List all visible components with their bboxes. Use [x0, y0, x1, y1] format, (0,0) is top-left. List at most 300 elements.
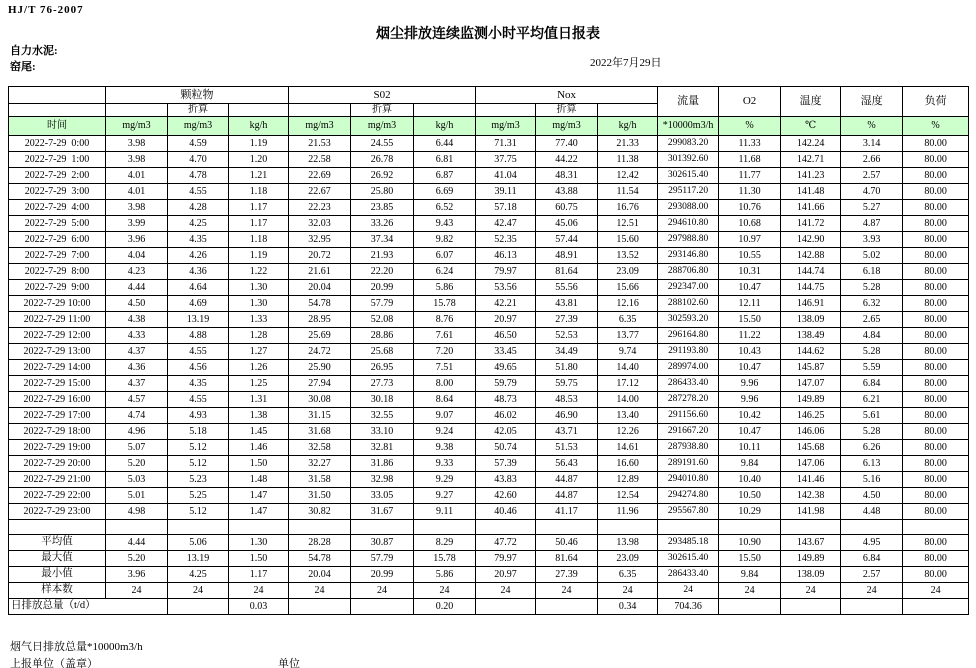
load-header: 负荷: [903, 87, 969, 117]
empty-cell: [229, 520, 289, 535]
unit-cell: kg/h: [414, 117, 476, 136]
empty-cell: [658, 520, 719, 535]
daily-total-value-cell: [476, 599, 536, 615]
time-cell: 2022-7-29 15:00: [9, 376, 106, 392]
value-cell: 286433.40: [658, 376, 719, 392]
value-cell: 288102.60: [658, 296, 719, 312]
value-cell: 80.00: [903, 408, 969, 424]
value-cell: 1.19: [229, 248, 289, 264]
summary-value-cell: 54.78: [289, 551, 351, 567]
value-cell: 31.86: [351, 456, 414, 472]
daily-total-value-cell: 704.36: [658, 599, 719, 615]
value-cell: 80.00: [903, 152, 969, 168]
value-cell: 42.60: [476, 488, 536, 504]
value-cell: 52.53: [536, 328, 598, 344]
value-cell: 33.05: [351, 488, 414, 504]
summary-value-cell: 4.44: [106, 535, 168, 551]
empty-cell: [229, 104, 289, 117]
time-cell: 2022-7-29 3:00: [9, 184, 106, 200]
empty-cell: [598, 520, 658, 535]
value-cell: 22.67: [289, 184, 351, 200]
value-cell: 9.74: [598, 344, 658, 360]
value-cell: 26.92: [351, 168, 414, 184]
value-cell: 28.86: [351, 328, 414, 344]
value-cell: 4.38: [106, 312, 168, 328]
value-cell: 289974.00: [658, 360, 719, 376]
value-cell: 32.81: [351, 440, 414, 456]
value-cell: 39.11: [476, 184, 536, 200]
value-cell: 1.38: [229, 408, 289, 424]
value-cell: 53.56: [476, 280, 536, 296]
value-cell: 49.65: [476, 360, 536, 376]
value-cell: 31.50: [289, 488, 351, 504]
value-cell: 37.75: [476, 152, 536, 168]
value-cell: 44.87: [536, 472, 598, 488]
value-cell: 7.51: [414, 360, 476, 376]
unit-cell: mg/m3: [106, 117, 168, 136]
pm-group-header: 颗粒物: [106, 87, 289, 104]
value-cell: 23.09: [598, 264, 658, 280]
value-cell: 1.19: [229, 136, 289, 152]
daily-total-value-cell: [841, 599, 903, 615]
value-cell: 6.32: [841, 296, 903, 312]
empty-cell: [841, 520, 903, 535]
summary-row: [9, 583, 969, 599]
value-cell: 4.55: [168, 184, 229, 200]
value-cell: 40.46: [476, 504, 536, 520]
value-cell: 48.53: [536, 392, 598, 408]
daily-total-row: [9, 599, 969, 615]
value-cell: 80.00: [903, 440, 969, 456]
value-cell: 48.31: [536, 168, 598, 184]
value-cell: 2.66: [841, 152, 903, 168]
value-cell: 145.87: [781, 360, 841, 376]
value-cell: 25.80: [351, 184, 414, 200]
table-row: [9, 472, 969, 488]
value-cell: 5.28: [841, 344, 903, 360]
value-cell: 22.69: [289, 168, 351, 184]
table-row: [9, 488, 969, 504]
value-cell: 4.98: [106, 504, 168, 520]
value-cell: 14.40: [598, 360, 658, 376]
value-cell: 43.83: [476, 472, 536, 488]
value-cell: 13.52: [598, 248, 658, 264]
summary-value-cell: 2.57: [841, 567, 903, 583]
summary-value-cell: 50.46: [536, 535, 598, 551]
value-cell: 25.69: [289, 328, 351, 344]
value-cell: 41.17: [536, 504, 598, 520]
value-cell: 43.71: [536, 424, 598, 440]
report-title: 烟尘排放连续监测小时平均值日报表: [376, 27, 600, 42]
monitoring-table: [8, 86, 969, 615]
value-cell: 80.00: [903, 376, 969, 392]
value-cell: 5.23: [168, 472, 229, 488]
spacer-row: [9, 520, 969, 535]
unit-cell: *10000m3/h: [658, 117, 719, 136]
report-unit-label: 上报单位（盖章）: [10, 658, 98, 668]
summary-value-cell: 15.78: [414, 551, 476, 567]
value-cell: 43.81: [536, 296, 598, 312]
value-cell: 27.39: [536, 312, 598, 328]
value-cell: 3.98: [106, 136, 168, 152]
value-cell: 6.13: [841, 456, 903, 472]
value-cell: 7.61: [414, 328, 476, 344]
value-cell: 5.18: [168, 424, 229, 440]
value-cell: 10.47: [719, 424, 781, 440]
summary-value-cell: 10.90: [719, 535, 781, 551]
value-cell: 4.04: [106, 248, 168, 264]
summary-value-cell: 79.97: [476, 551, 536, 567]
value-cell: 9.24: [414, 424, 476, 440]
so2-converted-header: 折算: [351, 104, 414, 117]
value-cell: 10.11: [719, 440, 781, 456]
table-row: [9, 168, 969, 184]
value-cell: 11.30: [719, 184, 781, 200]
daily-total-value-cell: 0.34: [598, 599, 658, 615]
value-cell: 12.11: [719, 296, 781, 312]
summary-value-cell: 20.99: [351, 567, 414, 583]
value-cell: 4.35: [168, 376, 229, 392]
value-cell: 4.01: [106, 184, 168, 200]
summary-row: [9, 567, 969, 583]
summary-value-cell: 5.86: [414, 567, 476, 583]
value-cell: 80.00: [903, 504, 969, 520]
summary-value-cell: 24: [414, 583, 476, 599]
value-cell: 81.64: [536, 264, 598, 280]
value-cell: 24.72: [289, 344, 351, 360]
value-cell: 31.68: [289, 424, 351, 440]
value-cell: 4.87: [841, 216, 903, 232]
value-cell: 6.81: [414, 152, 476, 168]
value-cell: 44.22: [536, 152, 598, 168]
daily-total-value-cell: [289, 599, 351, 615]
time-cell: 2022-7-29 14:00: [9, 360, 106, 376]
table-row: [9, 184, 969, 200]
value-cell: 9.07: [414, 408, 476, 424]
summary-value-cell: 3.96: [106, 567, 168, 583]
value-cell: 50.74: [476, 440, 536, 456]
value-cell: 4.50: [841, 488, 903, 504]
time-cell: 2022-7-29 0:00: [9, 136, 106, 152]
value-cell: 4.44: [106, 280, 168, 296]
value-cell: 4.55: [168, 344, 229, 360]
empty-cell: [9, 520, 106, 535]
value-cell: 80.00: [903, 456, 969, 472]
value-cell: 71.31: [476, 136, 536, 152]
unit-cell: kg/h: [598, 117, 658, 136]
value-cell: 147.07: [781, 376, 841, 392]
value-cell: 42.21: [476, 296, 536, 312]
value-cell: 4.56: [168, 360, 229, 376]
time-cell: 2022-7-29 8:00: [9, 264, 106, 280]
value-cell: 42.05: [476, 424, 536, 440]
daily-total-value-cell: 0.20: [414, 599, 476, 615]
unit-cell: %: [719, 117, 781, 136]
summary-value-cell: 24: [658, 583, 719, 599]
value-cell: 15.50: [719, 312, 781, 328]
value-cell: 32.55: [351, 408, 414, 424]
value-cell: 5.16: [841, 472, 903, 488]
summary-value-cell: 24: [719, 583, 781, 599]
unit-cell: mg/m3: [476, 117, 536, 136]
temperature-header: 温度: [781, 87, 841, 117]
summary-value-cell: 13.19: [168, 551, 229, 567]
time-cell: 2022-7-29 23:00: [9, 504, 106, 520]
value-cell: 3.98: [106, 152, 168, 168]
value-cell: 8.00: [414, 376, 476, 392]
value-cell: 25.68: [351, 344, 414, 360]
summary-value-cell: 4.95: [841, 535, 903, 551]
time-cell: 2022-7-29 10:00: [9, 296, 106, 312]
value-cell: 5.27: [841, 200, 903, 216]
standard-code: HJ/T 76-2007: [8, 4, 84, 16]
value-cell: 20.72: [289, 248, 351, 264]
value-cell: 1.46: [229, 440, 289, 456]
value-cell: 10.76: [719, 200, 781, 216]
value-cell: 4.37: [106, 344, 168, 360]
value-cell: 80.00: [903, 280, 969, 296]
value-cell: 80.00: [903, 200, 969, 216]
summary-value-cell: 24: [476, 583, 536, 599]
value-cell: 24.55: [351, 136, 414, 152]
value-cell: 9.33: [414, 456, 476, 472]
empty-cell: [536, 520, 598, 535]
summary-value-cell: 6.35: [598, 567, 658, 583]
summary-value-cell: 24: [598, 583, 658, 599]
table-row: [9, 264, 969, 280]
summary-value-cell: 47.72: [476, 535, 536, 551]
o2-header: O2: [719, 87, 781, 117]
value-cell: 293088.00: [658, 200, 719, 216]
daily-total-label: 日排放总量（t/d）: [9, 599, 168, 615]
value-cell: 33.26: [351, 216, 414, 232]
value-cell: 1.31: [229, 392, 289, 408]
value-cell: 2.65: [841, 312, 903, 328]
value-cell: 32.27: [289, 456, 351, 472]
value-cell: 16.60: [598, 456, 658, 472]
time-cell: 2022-7-29 17:00: [9, 408, 106, 424]
summary-value-cell: 81.64: [536, 551, 598, 567]
daily-total-value-cell: [903, 599, 969, 615]
value-cell: 15.78: [414, 296, 476, 312]
value-cell: 56.43: [536, 456, 598, 472]
time-cell: 2022-7-29 18:00: [9, 424, 106, 440]
value-cell: 5.28: [841, 424, 903, 440]
value-cell: 10.47: [719, 360, 781, 376]
value-cell: 294274.80: [658, 488, 719, 504]
value-cell: 10.29: [719, 504, 781, 520]
value-cell: 80.00: [903, 344, 969, 360]
value-cell: 296164.80: [658, 328, 719, 344]
value-cell: 20.97: [476, 312, 536, 328]
value-cell: 21.61: [289, 264, 351, 280]
summary-row: [9, 535, 969, 551]
summary-value-cell: 149.89: [781, 551, 841, 567]
table-row: [9, 344, 969, 360]
value-cell: 42.47: [476, 216, 536, 232]
value-cell: 4.25: [168, 216, 229, 232]
value-cell: 4.88: [168, 328, 229, 344]
value-cell: 9.96: [719, 392, 781, 408]
value-cell: 145.68: [781, 440, 841, 456]
value-cell: 13.77: [598, 328, 658, 344]
value-cell: 5.25: [168, 488, 229, 504]
value-cell: 28.95: [289, 312, 351, 328]
empty-cell: [414, 520, 476, 535]
value-cell: 4.26: [168, 248, 229, 264]
value-cell: 288706.80: [658, 264, 719, 280]
time-cell: 2022-7-29 22:00: [9, 488, 106, 504]
value-cell: 59.75: [536, 376, 598, 392]
value-cell: 138.49: [781, 328, 841, 344]
summary-value-cell: 24: [536, 583, 598, 599]
time-cell: 2022-7-29 20:00: [9, 456, 106, 472]
summary-value-cell: 24: [903, 583, 969, 599]
value-cell: 80.00: [903, 248, 969, 264]
value-cell: 141.46: [781, 472, 841, 488]
value-cell: 9.38: [414, 440, 476, 456]
value-cell: 1.22: [229, 264, 289, 280]
summary-value-cell: 24: [229, 583, 289, 599]
value-cell: 57.79: [351, 296, 414, 312]
value-cell: 287938.80: [658, 440, 719, 456]
value-cell: 1.21: [229, 168, 289, 184]
value-cell: 33.10: [351, 424, 414, 440]
value-cell: 146.25: [781, 408, 841, 424]
summary-value-cell: 80.00: [903, 551, 969, 567]
value-cell: 6.18: [841, 264, 903, 280]
value-cell: 21.33: [598, 136, 658, 152]
value-cell: 30.82: [289, 504, 351, 520]
summary-value-cell: 13.98: [598, 535, 658, 551]
value-cell: 1.30: [229, 280, 289, 296]
summary-label: 平均值: [9, 535, 106, 551]
value-cell: 5.28: [841, 280, 903, 296]
value-cell: 287278.20: [658, 392, 719, 408]
summary-value-cell: 8.29: [414, 535, 476, 551]
time-cell: 2022-7-29 12:00: [9, 328, 106, 344]
value-cell: 4.36: [168, 264, 229, 280]
daily-total-value-cell: [719, 599, 781, 615]
value-cell: 41.04: [476, 168, 536, 184]
value-cell: 146.91: [781, 296, 841, 312]
summary-value-cell: 57.79: [351, 551, 414, 567]
station-label: 窑尾:: [10, 61, 36, 73]
so2-group-header: S02: [289, 87, 476, 104]
value-cell: 141.23: [781, 168, 841, 184]
value-cell: 10.97: [719, 232, 781, 248]
value-cell: 10.40: [719, 472, 781, 488]
daily-total-value-cell: [168, 599, 229, 615]
value-cell: 4.57: [106, 392, 168, 408]
summary-value-cell: 5.20: [106, 551, 168, 567]
value-cell: 22.23: [289, 200, 351, 216]
value-cell: 6.24: [414, 264, 476, 280]
empty-cell: [289, 104, 351, 117]
value-cell: 10.55: [719, 248, 781, 264]
value-cell: 80.00: [903, 424, 969, 440]
value-cell: 22.20: [351, 264, 414, 280]
table-row: [9, 232, 969, 248]
value-cell: 4.70: [841, 184, 903, 200]
value-cell: 293146.80: [658, 248, 719, 264]
value-cell: 14.61: [598, 440, 658, 456]
summary-value-cell: 138.09: [781, 567, 841, 583]
value-cell: 45.06: [536, 216, 598, 232]
value-cell: 33.45: [476, 344, 536, 360]
value-cell: 1.17: [229, 216, 289, 232]
summary-value-cell: 302615.40: [658, 551, 719, 567]
value-cell: 295567.80: [658, 504, 719, 520]
value-cell: 10.31: [719, 264, 781, 280]
value-cell: 144.75: [781, 280, 841, 296]
report-date: 2022年7月29日: [590, 57, 662, 69]
time-header: 时间: [9, 117, 106, 136]
value-cell: 301392.60: [658, 152, 719, 168]
value-cell: 4.35: [168, 232, 229, 248]
value-cell: 26.78: [351, 152, 414, 168]
value-cell: 11.33: [719, 136, 781, 152]
value-cell: 52.08: [351, 312, 414, 328]
unit-cell: %: [903, 117, 969, 136]
value-cell: 3.14: [841, 136, 903, 152]
value-cell: 289191.60: [658, 456, 719, 472]
table-row: [9, 136, 969, 152]
value-cell: 80.00: [903, 216, 969, 232]
value-cell: 27.94: [289, 376, 351, 392]
value-cell: 80.00: [903, 136, 969, 152]
value-cell: 4.78: [168, 168, 229, 184]
summary-value-cell: 24: [841, 583, 903, 599]
unit-row: [9, 117, 969, 136]
value-cell: 142.88: [781, 248, 841, 264]
time-cell: 2022-7-29 6:00: [9, 232, 106, 248]
value-cell: 4.28: [168, 200, 229, 216]
value-cell: 12.16: [598, 296, 658, 312]
time-cell: 2022-7-29 19:00: [9, 440, 106, 456]
value-cell: 52.35: [476, 232, 536, 248]
table-row: [9, 216, 969, 232]
value-cell: 80.00: [903, 312, 969, 328]
value-cell: 6.44: [414, 136, 476, 152]
table-row: [9, 360, 969, 376]
value-cell: 295117.20: [658, 184, 719, 200]
value-cell: 5.07: [106, 440, 168, 456]
empty-cell: [414, 104, 476, 117]
daily-total-value-cell: [536, 599, 598, 615]
value-cell: 4.01: [106, 168, 168, 184]
empty-cell: [351, 520, 414, 535]
summary-value-cell: 80.00: [903, 535, 969, 551]
value-cell: 5.59: [841, 360, 903, 376]
summary-label: 最大值: [9, 551, 106, 567]
value-cell: 5.03: [106, 472, 168, 488]
empty-cell: [289, 520, 351, 535]
value-cell: 31.58: [289, 472, 351, 488]
value-cell: 32.58: [289, 440, 351, 456]
summary-label: 最小值: [9, 567, 106, 583]
value-cell: 1.28: [229, 328, 289, 344]
value-cell: 1.26: [229, 360, 289, 376]
value-cell: 4.33: [106, 328, 168, 344]
summary-value-cell: 4.25: [168, 567, 229, 583]
value-cell: 291667.20: [658, 424, 719, 440]
value-cell: 294610.80: [658, 216, 719, 232]
value-cell: 11.54: [598, 184, 658, 200]
value-cell: 3.98: [106, 200, 168, 216]
value-cell: 46.50: [476, 328, 536, 344]
value-cell: 11.96: [598, 504, 658, 520]
